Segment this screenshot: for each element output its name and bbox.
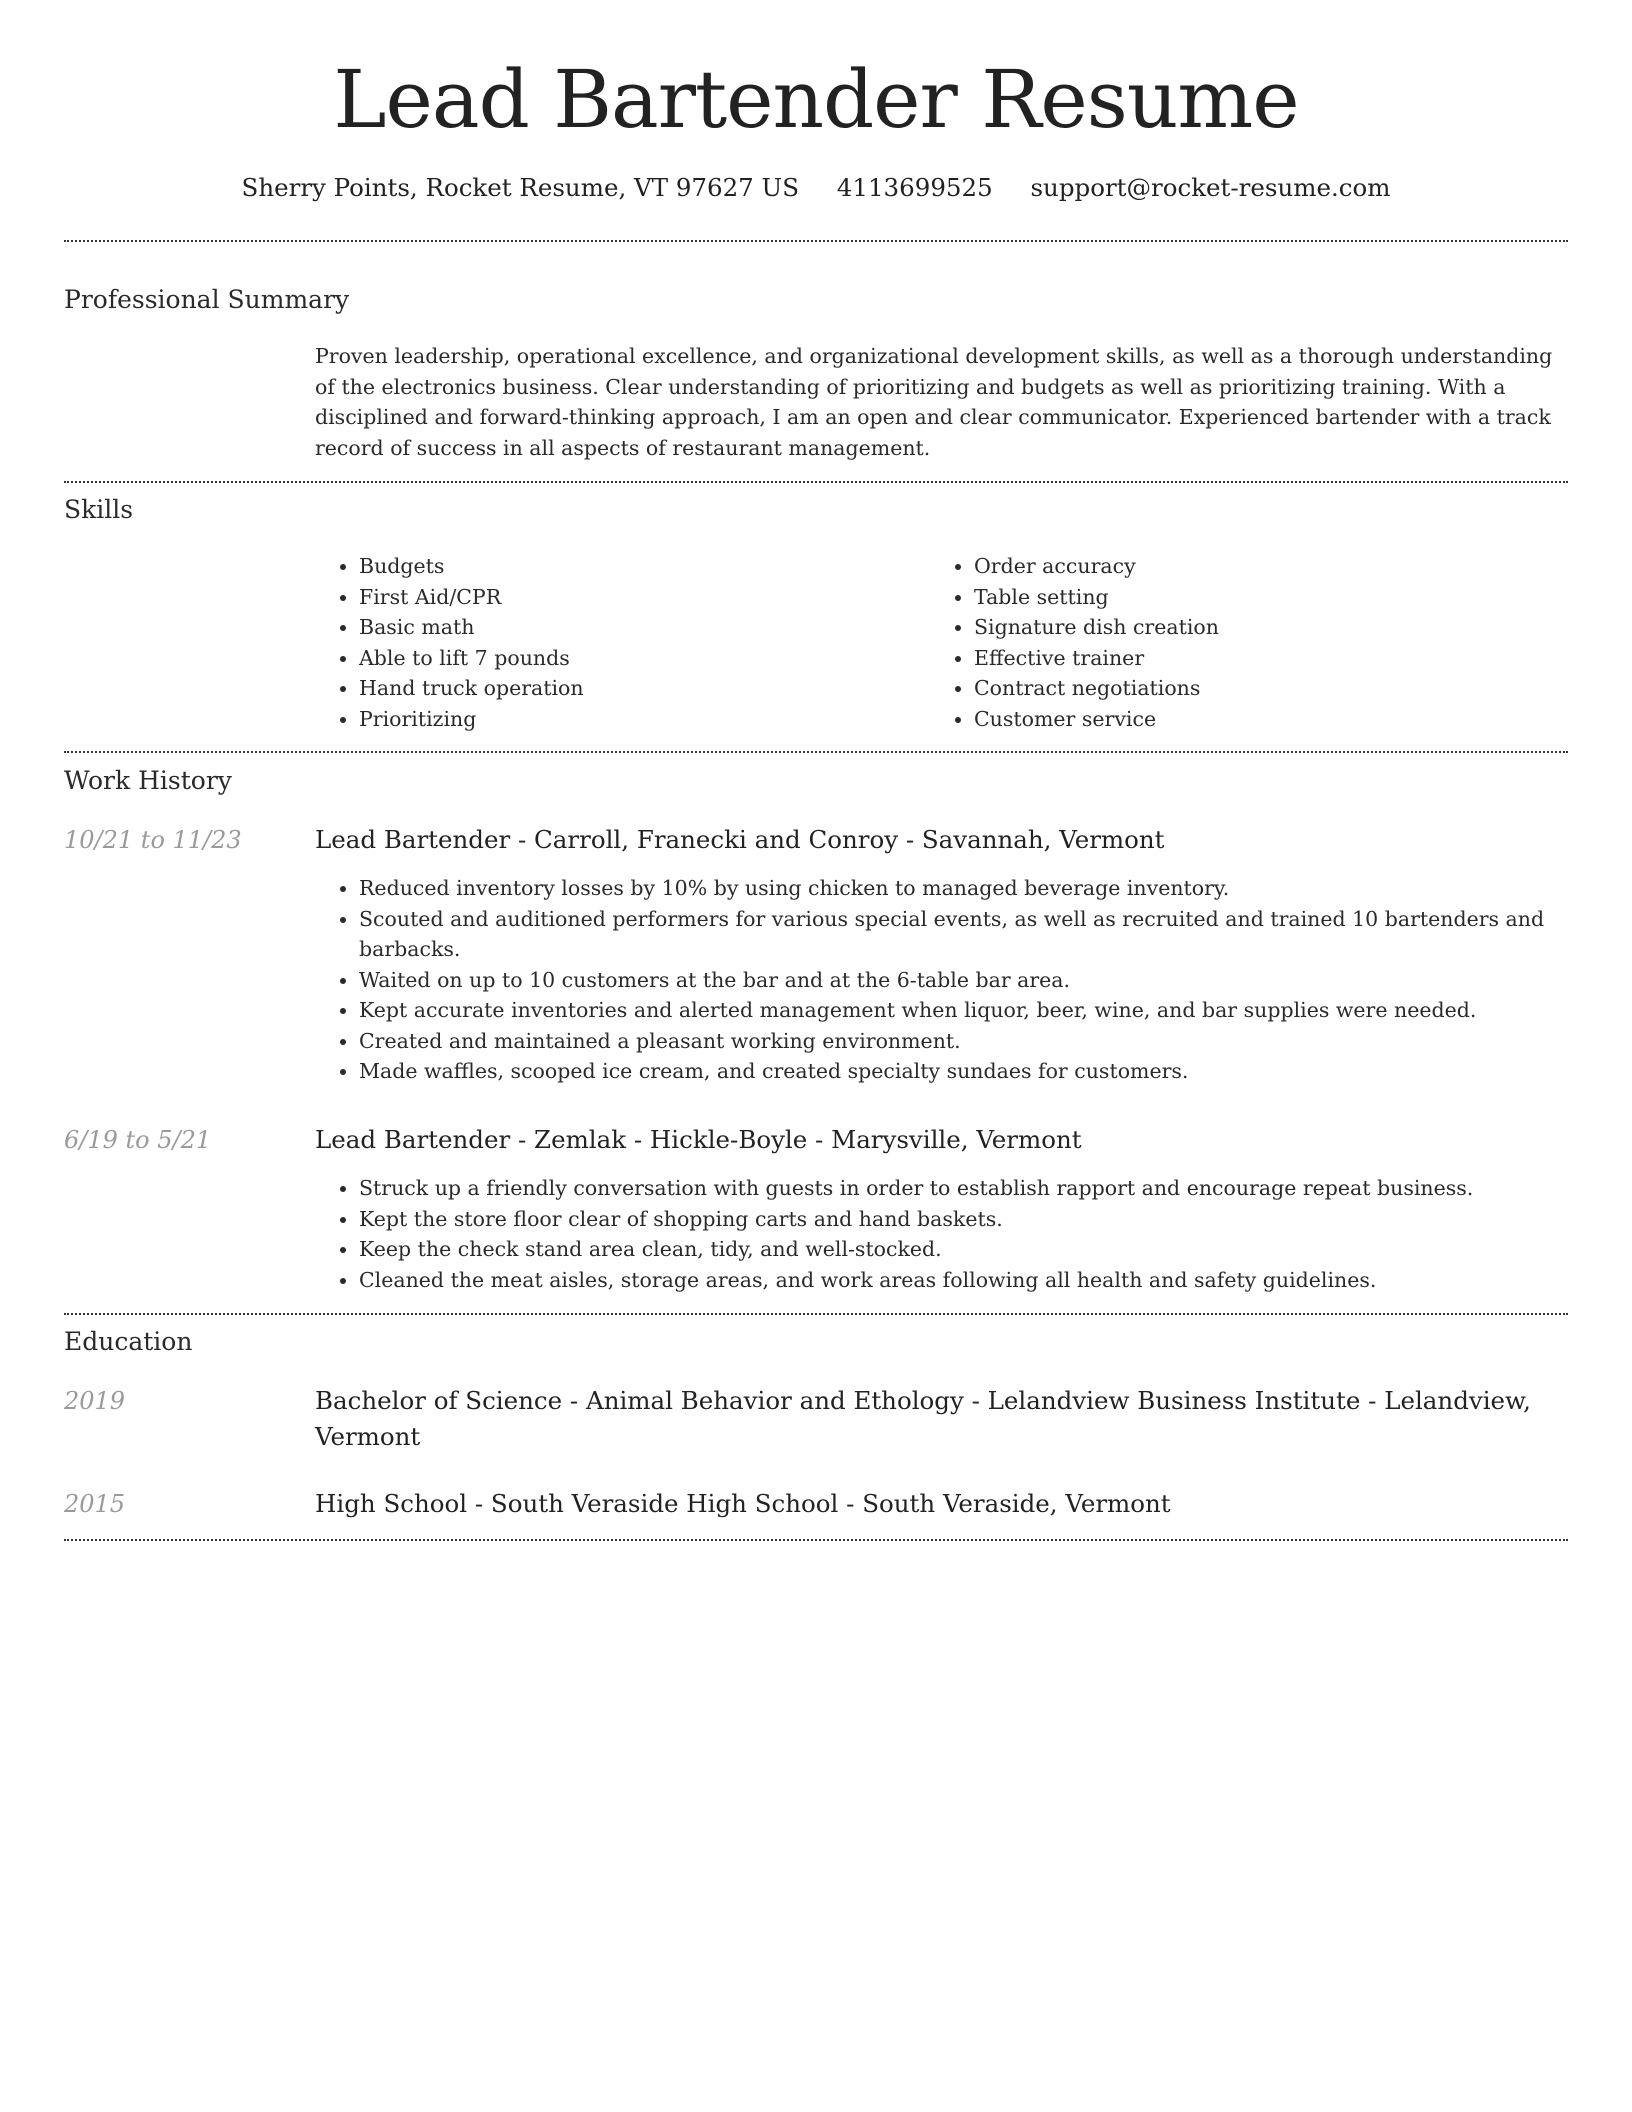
job-bullet: • Kept the store floor clear of shopping carts and hand baskets. [359,1204,1568,1235]
education-entry: Bachelor of Science - Animal Behavior and Ethology - Lelandview Business Institute - Lelandview, Vermont [315,1386,1531,1451]
work-heading: Work History [64,766,232,795]
skill-item: • Basic math [359,612,584,643]
skill-item: • Order accuracy [974,551,1219,582]
resume-title: Lead Bartender Resume [333,53,1299,146]
skill-item: • Able to lift 7 pounds [359,643,584,674]
summary-text: Proven leadership, operational excellence, and organizational development skills, as well as a thorough understanding of the electronics business. Clear understanding of prioritizing and budgets as well as prioritizing training. With a disciplined and forward-thinking approach, I am an open and clear communicator. Experienced bartender with a track record of success in all aspects of restaurant management. [315,344,1553,460]
education-entry: High School - South Veraside High School - South Veraside, Vermont [315,1489,1171,1518]
skill-item: • Signature dish creation [974,612,1219,643]
section-divider [64,751,1568,753]
skills-list-right [930,551,1219,734]
contact-line [64,170,1568,206]
job-bullet: • Reduced inventory losses by 10% by using chicken to managed beverage inventory. [359,873,1568,904]
skill-item: • Hand truck operation [359,673,584,704]
job-bullet: • Keep the check stand area clean, tidy, and well-stocked. [359,1234,1568,1265]
job-dates: 10/21 to 11/23 [64,826,242,854]
job-title: Lead Bartender - Carroll, Franecki and Conroy - Savannah, Vermont [315,825,1165,854]
skill-item: • Customer service [974,704,1219,735]
education-year: 2015 [64,1490,126,1518]
skill-item: • First Aid/CPR [359,582,584,613]
contact-phone: 4113699525 [836,173,993,202]
education-heading: Education [64,1327,193,1356]
education-year: 2019 [64,1387,126,1415]
summary-heading: Professional Summary [64,285,350,314]
job-title: Lead Bartender - Zemlak - Hickle-Boyle - Marysville, Vermont [315,1125,1082,1154]
contact-email: support@rocket-resume.com [1030,173,1391,202]
job-bullet: • Struck up a friendly conversation with guests in order to establish rapport and encourage repeat business. [359,1173,1568,1204]
skill-item: • Prioritizing [359,704,584,735]
section-divider [64,1539,1568,1541]
skill-item: • Table setting [974,582,1219,613]
section-divider [64,240,1568,242]
contact-address: Sherry Points, Rocket Resume, VT 97627 US [241,173,799,202]
job-bullet: • Cleaned the meat aisles, storage areas, and work areas following all health and safety guidelines. [359,1265,1568,1296]
job-bullet: • Made waffles, scooped ice cream, and created specialty sundaes for customers. [359,1056,1568,1087]
job-bullets [315,1173,1568,1295]
job-dates: 6/19 to 5/21 [64,1126,212,1154]
skill-item: • Contract negotiations [974,673,1219,704]
skills-heading: Skills [64,495,134,524]
skills-list-left [315,551,584,734]
section-divider [64,1313,1568,1315]
skill-item: • Budgets [359,551,584,582]
job-bullets [315,873,1568,1087]
job-bullet: • Created and maintained a pleasant working environment. [359,1026,1568,1057]
job-bullet: • Scouted and auditioned performers for various special events, as well as recruited and trained 10 bartenders and barbacks. [359,904,1568,965]
job-bullet: • Waited on up to 10 customers at the bar and at the 6-table bar area. [359,965,1568,996]
job-bullet: • Kept accurate inventories and alerted management when liquor, beer, wine, and bar supplies were needed. [359,995,1568,1026]
section-divider [64,481,1568,483]
skill-item: • Effective trainer [974,643,1219,674]
